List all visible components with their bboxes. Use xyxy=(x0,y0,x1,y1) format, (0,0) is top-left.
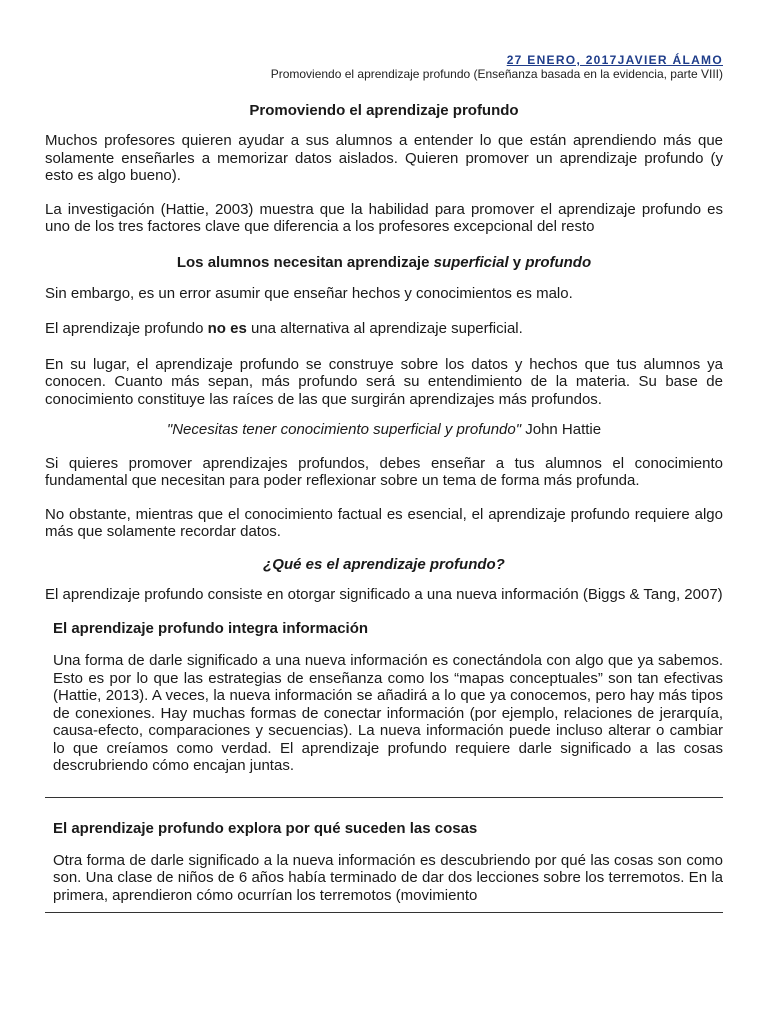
box-text-explora: Otra forma de darle significado a la nueva información es descubriendo por qué las cosas son como son. Una clase de niños de 6 años había terminado de dar dos lecciones sobre los terremotos. En la primera, aprendieron cómo ocurrían los terremotos (movimiento xyxy=(53,851,723,904)
heading-text-prefix: Los alumnos necesitan aprendizaje xyxy=(176,253,434,271)
date-author-link[interactable]: 27 ENERO, 2017JAVIER ÁLAMO xyxy=(506,53,723,67)
p4-suffix: una alternativa al aprendizaje superficial. xyxy=(246,320,523,337)
heading-text-mid: y xyxy=(508,253,526,271)
quote-author: John Hattie xyxy=(521,421,602,438)
hattie-quote xyxy=(45,421,723,439)
section-heading-que-es: ¿Qué es el aprendizaje profundo? xyxy=(263,555,505,573)
p4-bold-no-es: no es xyxy=(207,320,247,337)
paragraph-no-obstante: No obstante, mientras que el conocimiento factual es esencial, el aprendizaje profundo requiere algo más que solamente recordar datos. xyxy=(45,505,723,540)
heading-emphasis-superficial: superficial xyxy=(433,253,509,271)
article-title: Promoviendo el aprendizaje profundo xyxy=(249,102,519,119)
article-body xyxy=(45,101,723,913)
heading-emphasis-profundo: profundo xyxy=(525,253,592,271)
section-heading-superficial-profundo xyxy=(45,253,723,272)
box-heading-integra: El aprendizaje profundo integra información xyxy=(53,620,369,637)
p4-prefix: El aprendizaje profundo xyxy=(45,320,208,337)
post-header xyxy=(271,53,723,81)
box-text-integra: Una forma de darle significado a una nueva información es conectándola con algo que ya sabemos. Esto es por lo que las estrategias de enseñanza como los “mapas conceptuales” son tan efectivas (Hattie, 2013). A veces, la nueva información se añadirá a lo que ya conocemos, pero hay más tipos de conexiones. Hay muchas formas de conectar información (por ejemplo, relaciones de jerarquía, causa-efecto, comparaciones y secuencias). La nueva información puede incluso alterar o cambiar lo que creíamos como verdad. El aprendizaje profundo requiere darle significado a las cosas descrubriendo cómo encajan juntas. xyxy=(53,652,723,774)
paragraph-construye: En su lugar, el aprendizaje profundo se construye sobre los datos y hechos que tus alumnos ya conocen. Cuanto más sepan, más profundo será su entendimiento de la materia. Su base de conocimiento constituye las raíces de las que surgirán aprendizajes más profundos. xyxy=(45,355,723,408)
post-subtitle: Promoviendo el aprendizaje profundo (Enseñanza basada en la evidencia, parte VIII) xyxy=(270,67,723,81)
paragraph-intro: Muchos profesores quieren ayudar a sus alumnos a entender lo que están aprendiendo más que solamente enseñarles a memorizar datos aislados. Quieren promover un aprendizaje profundo (y esto es algo bueno). xyxy=(45,132,723,184)
paragraph-error: Sin embargo, es un error asumir que enseñar hechos y conocimientos es malo. xyxy=(45,284,573,302)
box-explora-por-que xyxy=(45,820,723,914)
box-integra-informacion xyxy=(45,620,723,798)
quote-text: "Necesitas tener conocimiento superficial y profundo" xyxy=(166,421,522,438)
box-heading-explora: El aprendizaje profundo explora por qué suceden las cosas xyxy=(53,819,478,837)
paragraph-promover: Si quieres promover aprendizajes profundos, debes enseñar a tus alumnos el conocimiento fundamental que necesitan para poder reflexionar sobre un tema de forma más profunda. xyxy=(45,454,723,489)
paragraph-no-es xyxy=(45,320,723,338)
paragraph-definicion: El aprendizaje profundo consiste en otorgar significado a una nueva información (Biggs & Tang, 2007) xyxy=(45,585,723,603)
paragraph-research: La investigación (Hattie, 2003) muestra que la habilidad para promover el aprendizaje profundo es uno de los tres factores clave que diferencia a los profesores excepcional del resto xyxy=(45,200,723,235)
